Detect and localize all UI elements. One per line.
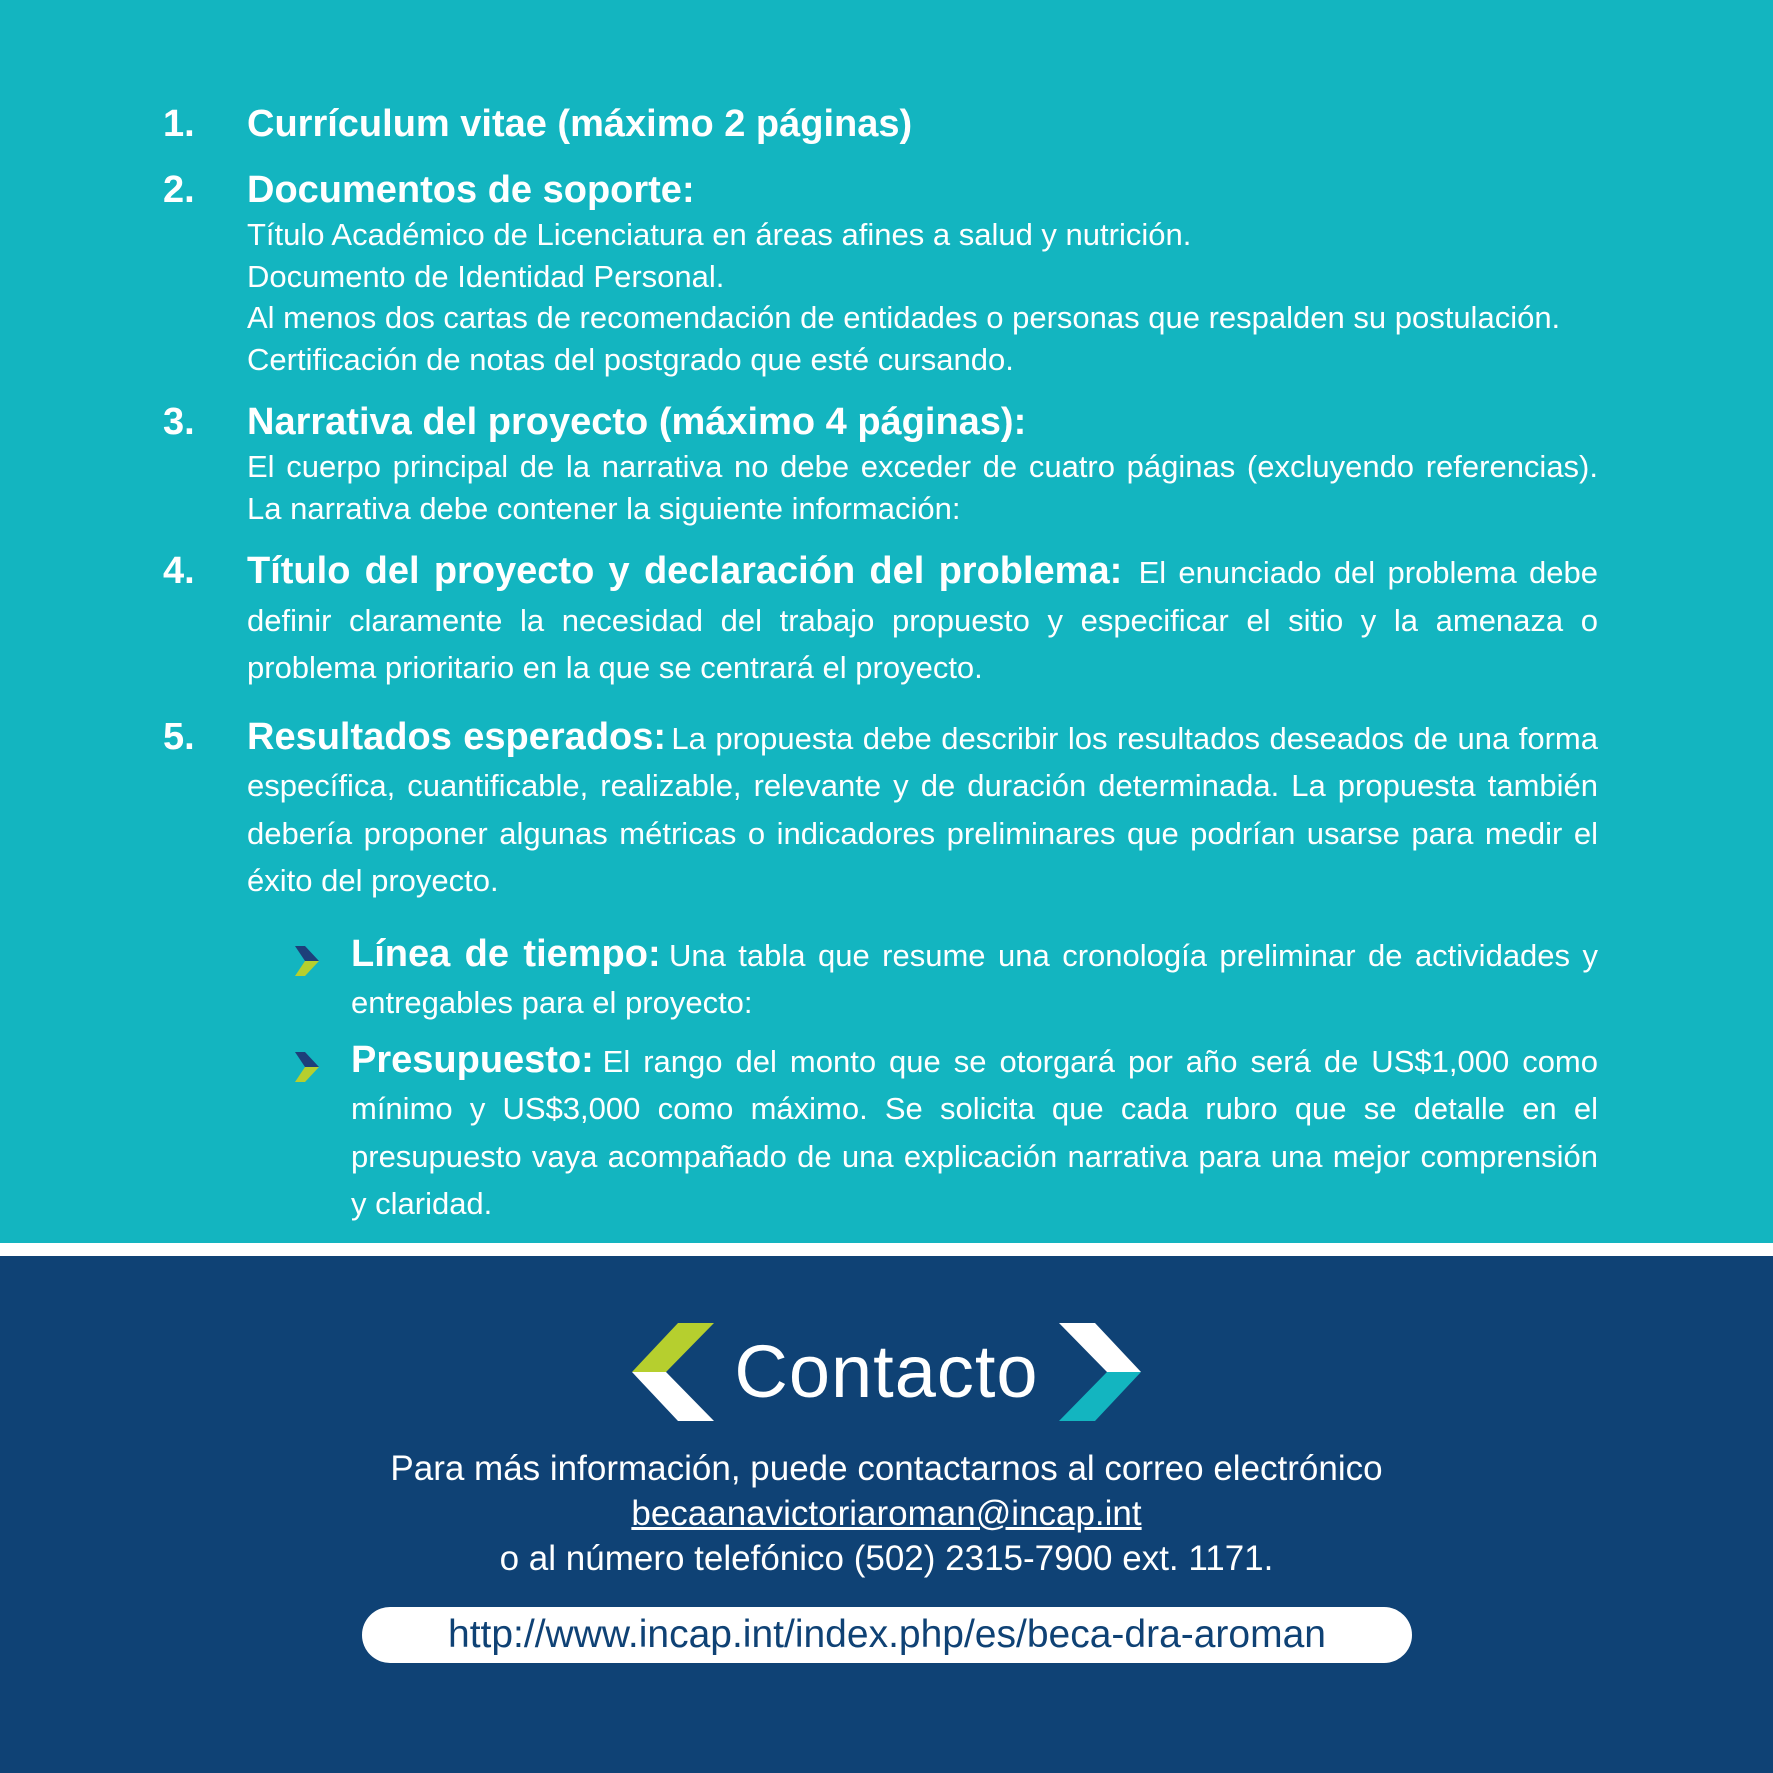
sub-item-timeline	[295, 934, 1598, 1030]
requirement-paragraph	[247, 547, 1598, 695]
requirement-item-1	[163, 100, 1598, 148]
sub-item-budget	[295, 1040, 1598, 1231]
contact-heading	[0, 1322, 1773, 1422]
sub-list	[295, 934, 1598, 1231]
sub-item-title: Presupuesto:	[351, 1038, 594, 1081]
requirement-body: La propuesta debe describir los resultados deseados de una forma específica, cuantificable, realizable, relevante y de duración determinada. La propuesta también debería proponer algunas métricas o indicadores preliminares que podrían usarse para medir el éxito del proyecto.	[247, 720, 1598, 898]
requirements-list	[163, 100, 1598, 1249]
requirement-number: 2.	[163, 169, 195, 211]
requirement-item-5	[163, 713, 1598, 1231]
contact-panel	[0, 1256, 1773, 1773]
chevron-right-icon	[1059, 1323, 1141, 1421]
requirement-body	[247, 214, 1598, 380]
requirement-title: Documentos de soporte:	[247, 169, 695, 211]
requirement-item-2	[163, 166, 1598, 380]
requirement-title: Resultados esperados:	[247, 715, 667, 758]
requirement-number: 1.	[163, 103, 195, 145]
requirement-item-4	[163, 547, 1598, 695]
requirement-title: Título del proyecto y declaración del problema:	[247, 550, 1123, 592]
requirement-title: Currículum vitae (máximo 2 páginas)	[247, 103, 913, 145]
document-line: Documento de Identidad Personal.	[247, 258, 725, 294]
document-line: Certificación de notas del postgrado que esté cursando.	[247, 341, 1014, 377]
document-line: Título Académico de Licenciatura en áreas afines a salud y nutrición.	[247, 217, 1192, 252]
contact-intro: Para más información, puede contactarnos al correo electrónico	[390, 1449, 1383, 1488]
requirement-body: El enunciado del problema debe definir claramente la necesidad del trabajo propuesto y especificar el sitio y la amenaza o problema prioritario en la que se centrará el proyecto.	[247, 555, 1599, 685]
requirement-number: 4.	[163, 550, 195, 592]
requirement-body: El cuerpo principal de la narrativa no debe exceder de cuatro páginas (excluyendo referencias). La narrativa debe contener la siguiente información:	[247, 449, 1598, 526]
phone-line: o al número telefónico (502) 2315-7900 ext. 1171.	[499, 1539, 1274, 1578]
contact-info	[0, 1446, 1773, 1581]
requirement-item-3	[163, 398, 1598, 529]
sub-item-paragraph	[351, 1040, 1598, 1231]
chevron-left-icon	[632, 1323, 714, 1421]
document-line: Al menos dos cartas de recomendación de entidades o personas que respalden su postulación.	[247, 300, 1561, 335]
requirement-number: 3.	[163, 401, 195, 443]
sub-item-title: Línea de tiempo:	[351, 932, 661, 975]
chevron-right-icon	[295, 946, 321, 976]
sub-item-body: El rango del monto que se otorgará por año será de US$1,000 como mínimo y US$3,000 como máximo. Se solicita que cada rubro que se detalle en el presupuesto vaya acompañado de una explicación narrativa para una mejor comprensión y claridad.	[351, 1043, 1598, 1221]
requirement-paragraph	[247, 713, 1598, 908]
contact-title: Contacto	[734, 1330, 1039, 1413]
requirement-title: Narrativa del proyecto (máximo 4 páginas):	[247, 401, 1027, 443]
sub-item-body: Una tabla que resume una cronología preliminar de actividades y entregables para el proyecto:	[351, 937, 1599, 1020]
website-url-link[interactable]: http://www.incap.int/index.php/es/beca-dra-aroman	[362, 1607, 1412, 1663]
sub-item-paragraph	[351, 934, 1598, 1030]
requirement-number: 5.	[163, 715, 195, 758]
chevron-right-icon	[295, 1052, 321, 1082]
email-link[interactable]: becaanavictoriaroman@incap.int	[631, 1494, 1142, 1533]
